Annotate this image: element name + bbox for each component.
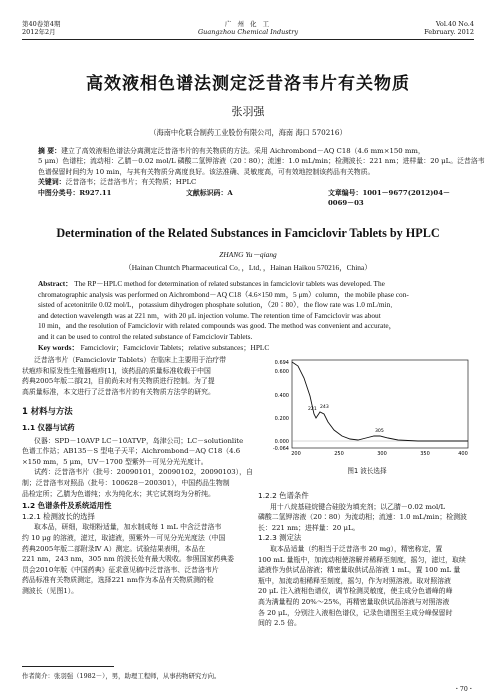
header-right	[424, 20, 474, 36]
figure-1-caption: 图1 波长选择	[347, 467, 387, 475]
issue-volume: 第40卷第4期	[22, 20, 61, 28]
affiliation-cn: （海南中化联合制药工业股份有限公司，海南 海口 570216）	[149, 128, 347, 137]
footnote-rule	[22, 666, 114, 667]
wavelength-line-3: 药典2005年版二部附录Ⅳ A）测定。试验结果表明，本品在	[22, 544, 206, 553]
section-1-2-3-heading: 1.2.3 测定法	[258, 533, 302, 543]
author-footnote: 作者简介：张羽强（1982－），男，助理工程师，从事药物研究方向。	[22, 672, 221, 680]
procedure-line-5: 20 μL 注入液相色谱仪，调节检测灵敏度，使主成分色谱峰的峰	[258, 587, 453, 596]
wavelength-line-5: 员会2010年版《中国药典》征求意见稿中泛昔洛韦、泛昔洛韦片	[22, 565, 219, 574]
affiliation-en: （Hainan Chuntch Pharmaceutical Co．，Ltd．，Hainan Haikou 570216，China）	[124, 263, 372, 272]
y-tick-label: 0.694	[274, 360, 289, 366]
intro-line-2: 状疱疹和原发性生殖器疱疹[1]，该药品的质量标准收载于中国	[22, 366, 211, 375]
y-tick-label: 0.200	[274, 416, 289, 422]
header-rule	[22, 39, 474, 40]
instruments-line-2: 色谱工作站；AB135－S 型电子天平；Aichrombond－AQ C18（4.6	[22, 447, 241, 456]
abstract-en-label: Abstract：	[38, 279, 73, 288]
abstract-en-line-2: chromatographic analysis was performed on Aichrombond－AQ C18（4.6×150 mm，5 μm）column，the mobile phase con-	[38, 289, 409, 299]
wavelength-line-1: 取本品，研细，取细粉适量，加水制成每 1 mL 中含泛昔洛韦	[34, 523, 222, 532]
abstract-en-line-3: sisted of acetonitrile 0.02 mol/L，potassium dihydrogen phosphate solution，（20∶80）．the flow rate was 1.0 mL/min．	[38, 300, 398, 310]
journal-name-en: Guangzhou Chemical Industry	[197, 28, 299, 36]
y-tick-label: 0.400	[274, 393, 289, 399]
procedure-line-6: 高为满量程的 20%～25%，再精密量取供试品溶液与对照溶液	[258, 597, 450, 606]
procedure-line-8: 间的 2.5 倍。	[258, 619, 301, 628]
x-tick-label: 350	[420, 451, 430, 457]
plot-frame	[292, 360, 468, 448]
abstract-cn-line-2: 5 μm）色谱柱；流动相：乙腈－0.02 mol/L 磷酸二氢钾溶液（20∶80）；流速：1.0 mL/min；检测波长：221 nm；进样量：20 μL。泛昔洛韦	[38, 157, 485, 166]
abstract-en-line-1: Abstract： The RP－HPLC method for determination of related substances in famciclovir tablets was developed. The	[38, 279, 385, 288]
reagents-line-3: 品检定所；乙腈为色谱纯；水为纯化水；其它试剂均为分析纯。	[22, 489, 215, 498]
wavelength-line-2: 约 10 μg 的溶液，滤过，取滤液，照紫外－可见分光光度法（中国	[22, 533, 226, 542]
figure-1	[258, 356, 476, 475]
publication-month: February. 2012	[424, 28, 474, 36]
instruments-line-3: ×150 mm，5 μm，UV－1700 型紫外－可见分光光度计。	[22, 457, 208, 466]
abstract-cn-line-1: 摘 要：建立了高效液相色谱法分离测定泛昔洛韦片的有关物质的方法。采用 Aichrombond－AQ C18（4.6 mm×150 mm，	[38, 147, 425, 155]
abstract-cn	[38, 146, 485, 208]
intro-line-4: 高质量标准，本文进行了泛昔洛韦片的有关物质方法学的研究。	[22, 387, 215, 396]
keywords-cn-label: 关键词：	[38, 178, 66, 187]
instruments-line-1: 仪器：SPD－10AVP LC－10ATVP，岛津公司；LC－solutionlite	[34, 436, 244, 445]
abstract-en-line-5: 10 min，and the resolution of Famciclovir with related compounds was good. The method was convenient and accurate，	[38, 321, 396, 331]
reagents-line-2: 制；泛昔洛韦对照品（批号：100628－200301），中国药品生物制	[22, 478, 230, 487]
volume-number: Vol.40 No.4	[435, 20, 474, 28]
paper-title-cn: 高效液相色谱法测定泛昔洛韦片有关物质	[86, 74, 410, 94]
procedure-line-1: 取本品适量（约相当于泛昔洛韦 20 mg），精密称定，置	[270, 544, 443, 553]
clc-number: 中图分类号：R927.11	[38, 188, 112, 197]
page-number: ・70・	[453, 686, 474, 693]
procedure-line-3: 滤液作为供试品溶液；精密量取供试品溶液 1 mL，置 100 mL 量	[258, 566, 461, 575]
y-tick-label: 0.000	[274, 439, 289, 445]
peak-label: 221	[308, 407, 317, 412]
abstract-en	[38, 279, 462, 353]
journal-name-cn: 广 州 化 工	[224, 20, 272, 28]
article-number: 文章编号：1001－9677(2012)04－0069－03	[328, 188, 450, 208]
issue-date: 2012年2月	[22, 28, 56, 36]
intro-line-3: 药典2005年版二部[2]，目前尚未对有关物质进行控制。为了提	[22, 377, 215, 386]
section-1-1-heading: 1.1 仪器与试药	[22, 422, 75, 432]
x-tick-label: 200	[291, 451, 301, 457]
procedure-line-7: 各 20 μL，分别注入液相色谱仪，记录色谱图至主成分峰保留时	[258, 608, 453, 617]
uv-spectrum-plot	[258, 356, 476, 458]
keywords-en: Key words： Famciclovir；Famciclovir Tablets；relative substances；HPLC	[38, 342, 270, 352]
paper-title-en: Determination of the Related Substances in Famciclovir Tablets by HPLC	[56, 226, 440, 240]
section-1-2-1-heading: 1.2.1 检测波长的选择	[22, 511, 95, 521]
peak-label: 305	[375, 429, 384, 434]
document-code: 文献标识码：A	[186, 188, 233, 197]
intro-line-1: 泛昔洛韦片（Famciclovir Tablets）在临床上主要用于治疗带	[34, 356, 227, 364]
procedure-line-4: 瓶中，加流动相稀释至刻度，摇匀，作为对照溶液。取对照溶液	[258, 576, 451, 585]
keywords-cn: 关键词：泛昔洛韦；泛昔洛韦片；有关物质；HPLC	[38, 178, 197, 187]
x-tick-label: 250	[334, 451, 344, 457]
abstract-en-line-4: and detection wavelength was at 221 nm，with 20 μL injection volume. The retention time of Famciclovir was about	[38, 310, 381, 320]
wavelength-line-4: 221 nm，243 nm，305 nm 的波长处有最大吸收。参照国家药典委	[22, 555, 235, 564]
conditions-line-3: 长：221 nm；进样量：20 μL。	[258, 523, 360, 532]
right-column	[258, 491, 476, 629]
x-tick-label: 400	[458, 451, 468, 457]
conditions-line-2: 磷酸二氢钾溶液（20∶80）为流动相；流速：1.0 mL/min；检测波	[258, 513, 467, 522]
procedure-line-2: 100 mL 量瓶中，加流动相使溶解并稀释至刻度，摇匀，滤过，取续	[258, 555, 466, 564]
x-tick-label: 300	[377, 451, 387, 457]
section-1-2-heading: 1.2 色谱条件及系统适用性	[22, 501, 112, 511]
abstract-en-line-6: and it can be used to control the related substance of Famciclovir Tablets.	[38, 331, 253, 341]
y-tick-label: 0.600	[274, 369, 289, 375]
abstract-cn-line-3: 色谱保留时间约为 10 min，与其有关物质分离度良好。该法准确、灵敏度高，可有效地控制该药品有关物质。	[38, 167, 375, 176]
keywords-en-label: Key words：	[38, 342, 79, 352]
conditions-line-1: 用十八烷基硅烷键合硅胶为填充剂；以乙腈－0.02 mol/L	[270, 502, 446, 511]
classification-line	[38, 188, 462, 208]
author-name-cn: 张羽强	[231, 105, 265, 118]
section-1-2-2-heading: 1.2.2 色谱条件	[258, 491, 309, 500]
y-tick-label: -0.064	[272, 446, 289, 452]
peak-label: 243	[320, 405, 329, 410]
abstract-cn-label: 摘 要：	[38, 147, 62, 155]
wavelength-line-6: 药品标准有关物质测定，选择221 nm作为本品有关物质测的检	[22, 576, 214, 585]
header-center	[0, 20, 496, 36]
author-name-en: ZHANG Yu－qiang	[219, 250, 277, 259]
section-1-heading: 1 材料与方法	[22, 406, 73, 417]
reagents-line-1: 试药：泛昔洛韦片（批号：20090101，20090102，20090103），自	[34, 468, 253, 477]
wavelength-line-7: 测波长（见图1）。	[22, 586, 79, 595]
left-column	[22, 355, 253, 596]
